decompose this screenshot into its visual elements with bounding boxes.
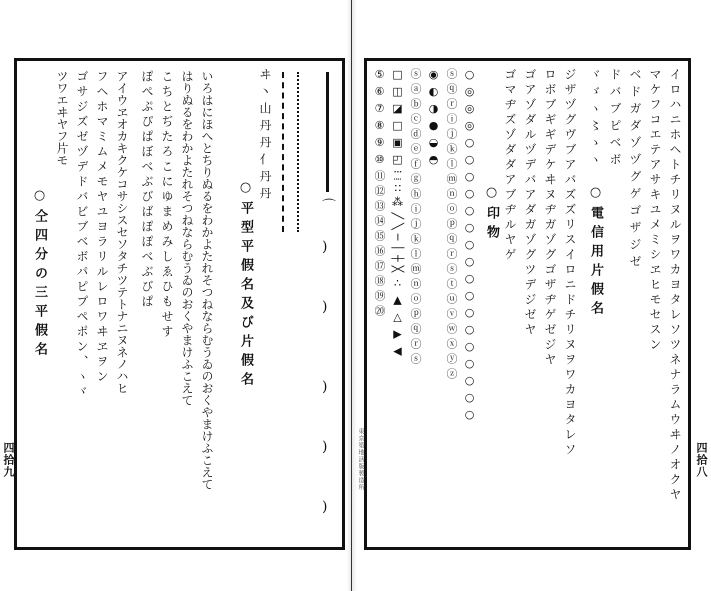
telegraph-kana-column: ゴアゾダルヅデバアダガゾグツデジゼヤ (523, 68, 537, 338)
left-page-number: 四拾九 (2, 442, 15, 478)
circle-glyph-column: ○◎◎◎○○○○○○○○○○○○○○○○○ (463, 68, 476, 425)
heading-telegraph-katakana: ○電信用片假名 (588, 185, 603, 320)
right-page-number: 四拾八 (695, 442, 708, 478)
katakana-column: マケフコエテアサキユメミシヱヒモセスン (648, 68, 662, 353)
book-spine-line (351, 0, 352, 591)
circle-glyph-column: ⓢⓠⓡⓘⓙⓚⓛⓜⓝⓞⓟⓠⓡⓢⓣⓤⓥⓦⓧⓨⓩ (445, 68, 458, 383)
heading-hiragana-katakana: ○平型平假名及び片假名 (238, 180, 253, 391)
hiragana-column: いろはにほへとちりぬるをわかよたれそつねならむうゐのおくやまけふこえて (200, 70, 214, 490)
symbol-glyph-column: ⓢⓐⓑⓒⓓⓔⓕⓖⓗⓘⓙⓚⓛⓜⓝⓞⓟⓠⓡⓢ (409, 68, 422, 368)
symbol-glyph-column: □◫◪□▣◰⁝⁞∷⁂╱╲─│┼╳∴▲△▶◀ (391, 68, 404, 362)
wave-rule-specimen: ) (322, 379, 328, 395)
hiragana-column: はりぬるをわかよたれそつねならむうゐのおくやまけふこえて (180, 70, 194, 406)
telegraph-kana-column: ロボブギギデケヰヌヂガゾグゴザヂゲゼジヤ (543, 68, 557, 368)
small-kana-column: ヰ丶山丹丹亻丹丹 (258, 68, 272, 204)
wave-rule-specimen: ) (322, 499, 328, 515)
hiragana-column: こちとぢたろこにゆまめみしゑひもせす (160, 70, 174, 340)
katakana-column: イロハニホヘトチリヌルヲワカヨタレソツネナラムウヰノオクヤ (668, 68, 682, 503)
mark-glyph-column: ⑤⑥⑦⑧⑨⑩⑪⑫⑬⑭⑮⑯⑰⑱⑲⑳ (373, 68, 386, 320)
katakana-column: ベドガダゾヅグゲゴザジゼ (628, 68, 642, 272)
telegraph-kana-column: ゴマヂズゾダダアブヂルヤゲ (503, 68, 517, 263)
wave-rule-specimen: ⌒ (322, 199, 336, 215)
heading-printed-marks: ○印物 (484, 185, 499, 244)
katakana-column: ドバブピベボ (608, 68, 622, 170)
iteration-mark-column: ヾゞヽ〻ゝヽ (588, 68, 602, 170)
wave-rule-specimen: ) (322, 239, 328, 255)
kana-column: フヘホマミムメモヤユヨラリルレロワヰヱヲン (95, 70, 109, 385)
book-gutter (347, 0, 357, 591)
kana-column: ツワエヰヤフ片モ (55, 70, 69, 166)
wave-rule-specimen: ) (322, 439, 328, 455)
circle-glyph-column: ◉◐◑●◒◓ (427, 68, 440, 170)
dot-rule-specimen (297, 72, 299, 232)
wave-rule-specimen: ) (322, 299, 328, 315)
rule-specimen (326, 72, 329, 192)
printer-imprint: 東京築地活版製造所 (357, 428, 364, 491)
heading-three-quarter-hiragana: ○仝四分の三平假名 (32, 188, 47, 361)
hiragana-column: ぽぺぷぴぱぼべぶびばぽぽべぶびぱ (140, 70, 154, 310)
dash-rule-specimen (282, 72, 284, 232)
kana-column: ゴサジズゼヅデドバビブベボパピプペポン、ヽヾ (75, 70, 89, 400)
telegraph-kana-column: ジザヅグヴブアバズズリスイロニドチリヌヲワカヨタレソ (563, 68, 577, 458)
kana-column: アイウヱオカキクケコサシスセソタチツテトナニヌネノハヒ (115, 70, 129, 394)
